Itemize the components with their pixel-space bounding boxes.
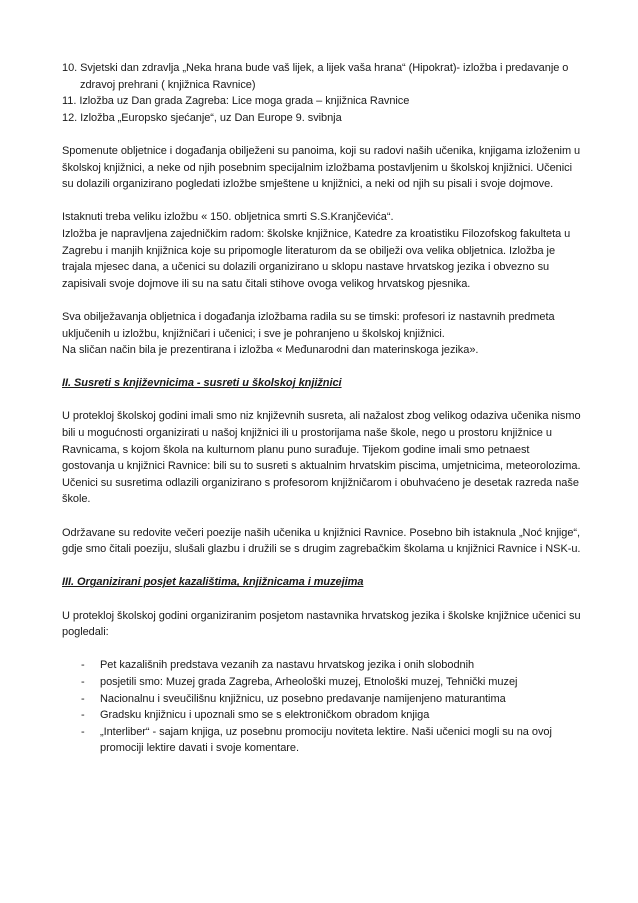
dash-bullet: - [81,709,85,722]
list-item [62,724,582,757]
paragraph-kranjcevic-body: Izložba je napravljena zajedničkim radom: školske knjižnice, Katedre za kroatistiku Filozofskog fakulteta u Zagrebu i manjih knjižnica koje su pripomogle literaturom da se obilježi ova velika obljetnica. Izložba je trajala mjesec dana, a učenici su dolazili organizirano u sklopu nastave hrvatskog jezika i obvezno su zapisivali svoje dojmove ili su na satu čitali stihove ovoga velikog hrvatskog pjesnika. [62,227,571,290]
document-page [62,60,582,757]
dash-bullet: - [81,692,85,705]
list-item [62,674,582,691]
paragraph-kranjcevic-intro: Istaknuti treba veliku izložbu « 150. obljetnica smrti S.S.Kranjčevića“. [62,211,394,224]
list-item-text: Gradsku knjižnicu i upoznali smo se s elektroničkom obradom knjiga [100,709,430,722]
paragraph-materinski-jezik: Na sličan način bila je prezentirana i izložba « Međunarodni dan materinskoga jezika». [62,344,479,357]
dash-bullet: - [81,675,85,688]
paragraph-posjet-intro: U protekloj školskoj godini organiziranim posjetom nastavnika hrvatskog jezika i školske knjižnice učenici su pogledali: [62,609,581,639]
list-item [62,691,582,708]
section-heading-posjet: III. Organizirani posjet kazalištima, knjižnicama i muzejima [62,576,364,589]
list-item [62,657,582,674]
dash-bullet: - [81,725,85,738]
list-item-text: Pet kazališnih predstava vezanih za nastavu hrvatskog jezika i onih slobodnih [100,659,475,672]
list-item-text: „Interliber“ - sajam knjiga, uz posebnu promociju noviteta lektire. Naši učenici mogli su na ovoj promociji lektire davati i svoje komentare. [100,725,552,755]
paragraph-obljetnice: Spomenute obljetnice i događanja obilježeni su panoima, koji su radovi naših učenika, knjigama izloženim u školskoj knjižnici, a neke od njih posebnim specijalnim izložbama postavljenim u školskoj knjižnici. Učenici su dolazili organizirano pogledati izložbe smještene u knjižnici, a neki od njih su pisali i svoje dojmove. [62,144,581,191]
list-item-text: Nacionalnu i sveučilišnu knjižnicu, uz posebno predavanje namijenjeno maturantima [100,692,506,705]
paragraph-susreti: U protekloj školskoj godini imali smo niz književnih susreta, ali nažalost zbog velikog odaziva učenika nismo bili u mogućnosti organizirati u našoj knjižnici ili u prostorijama naše škole, nego u prostoru knjižnice u Ravnicama, s kojom škola na kulturnom planu puno surađuje. Tijekom godine imali smo petnaest gostovanja u knjižnici Ravnice: bili su to susreti s aktualnim hrvatskim piscima, umjetnicima, meteorolozima. Učenici su susretima odlazili organizirano s profesorom knjižničarom i obuhvaćeno je desetak razreda naše škole. [62,410,581,506]
list-item-11: 11. Izložba uz Dan grada Zagreba: Lice moga grada – knjižnica Ravnice [62,95,410,108]
section-heading-susreti: II. Susreti s književnicima - susreti u školskoj knjižnici [62,377,342,390]
list-item-12: 12. Izložba „Europsko sjećanje“, uz Dan Europe 9. svibnja [62,111,342,124]
paragraph-timski: Sva obilježavanja obljetnica i događanja izložbama radila su se timski: profesori iz nastavnih predmeta uključenih u izložbu, knjižničari i učenici; i sve je pohranjeno u školskoj knjižnici. [62,310,555,340]
list-item [62,707,582,724]
paragraph-vecer-poezije: Održavane su redovite večeri poezije naših učenika u knjižnici Ravnice. Posebno bih istaknula „Noć knjige“, gdje smo čitali poeziju, slušali glazbu i družili se s drugim zagrebačkim školama u knjižnici Ravnice i NSK-u. [62,526,581,556]
list-item-text: posjetili smo: Muzej grada Zagreba, Arheološki muzej, Etnološki muzej, Tehnički muzej [100,675,518,688]
dash-bullet: - [81,659,85,672]
list-item-10: 10. Svjetski dan zdravlja „Neka hrana bude vaš lijek, a lijek vaša hrana“ (Hipokrat)- izložba i predavanje o zdravoj prehrani ( knjižnica Ravnice) [62,62,569,91]
visit-list [62,657,582,757]
